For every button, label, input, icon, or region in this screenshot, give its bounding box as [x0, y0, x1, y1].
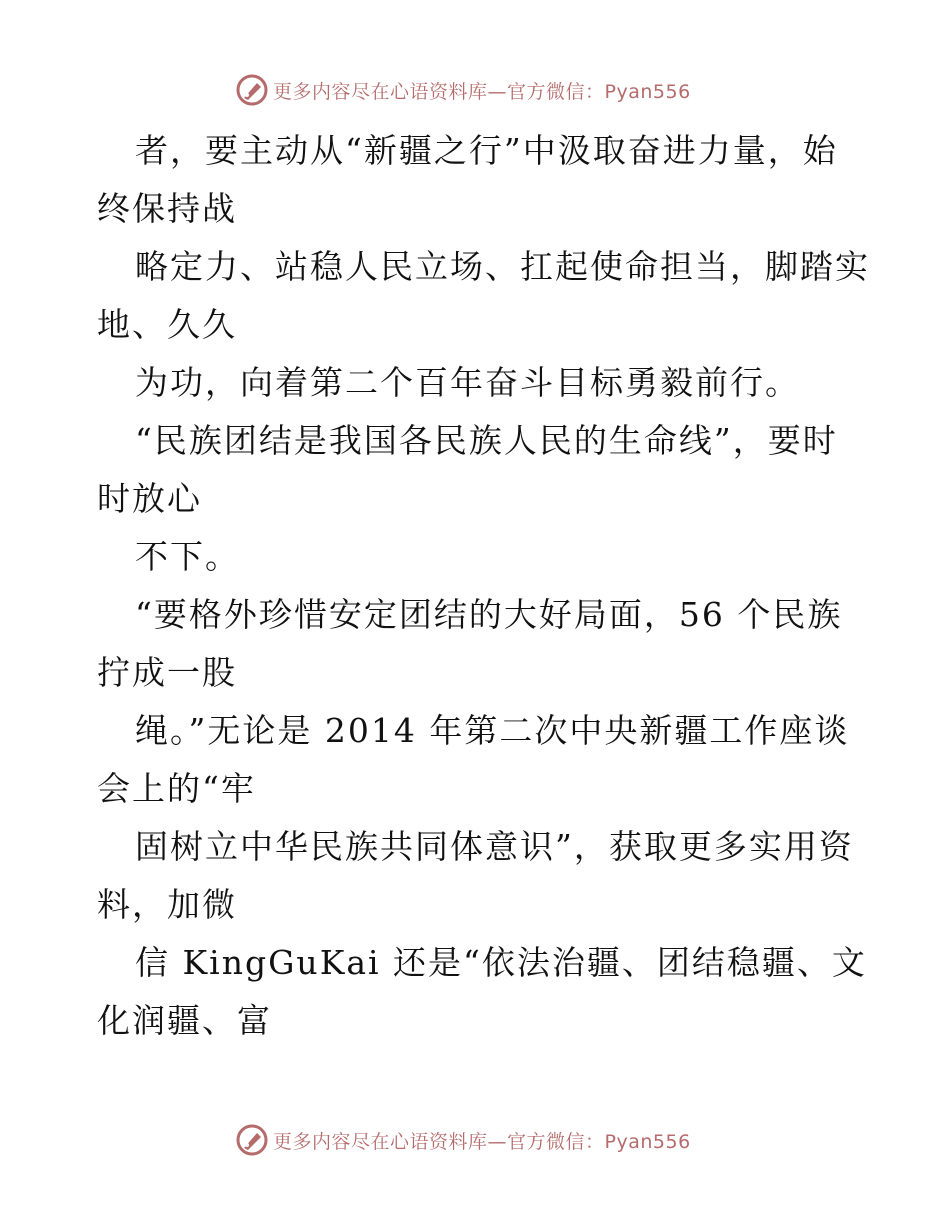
- pen-nib-logo-icon: [235, 1123, 269, 1157]
- text-line: “要格外珍惜安定团结的大好局面，56 个民族: [135, 595, 843, 634]
- text-line: 信 KingGuKai 还是“依法治疆、团结稳疆、文: [135, 943, 867, 982]
- text-line: 固树立中华民族共同体意识”，获取更多实用资: [135, 827, 854, 866]
- header-watermark: [235, 72, 691, 108]
- document-body: [97, 122, 870, 1050]
- footer-watermark: [235, 1122, 691, 1158]
- text-line: 者，要主动从“新疆之行”中汲取奋进力量，始: [135, 131, 838, 170]
- footer-watermark-text: 更多内容尽在心语资料库—官方微信：Pyan556: [273, 1130, 691, 1153]
- text-line: 终保持战: [97, 189, 237, 228]
- text-line: “民族团结是我国各民族人民的生命线”，要时: [135, 421, 838, 460]
- text-line: 化润疆、富: [97, 1001, 272, 1040]
- text-line: 会上的“牢: [97, 769, 256, 808]
- text-line: 绳。”无论是 2014 年第二次中央新疆工作座谈: [135, 711, 850, 750]
- header-watermark-text: 更多内容尽在心语资料库—官方微信：Pyan556: [273, 80, 691, 103]
- pen-nib-logo-icon: [235, 73, 269, 107]
- text-line: 略定力、站稳人民立场、扛起使命担当，脚踏实: [135, 247, 870, 286]
- text-line: 为功，向着第二个百年奋斗目标勇毅前行。: [135, 363, 800, 402]
- text-line: 料，加微: [97, 885, 237, 924]
- text-line: 不下。: [135, 537, 240, 576]
- text-line: 时放心: [97, 479, 202, 518]
- text-line: 拧成一股: [97, 653, 237, 692]
- text-line: 地、久久: [97, 305, 237, 344]
